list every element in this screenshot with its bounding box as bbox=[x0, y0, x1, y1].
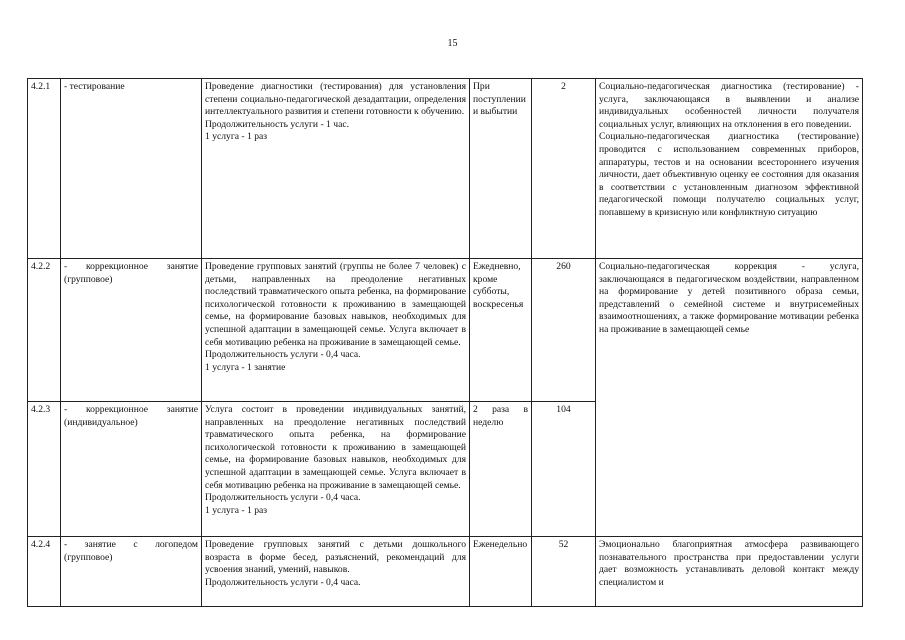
volume: 260 bbox=[532, 259, 596, 402]
description-text: Проведение групповых занятий (группы не более 7 человек) с детьми, направленных на преодоление негативных последствий травматического опыта ребенка, на формирование психологической готовности к проживанию в замещающей семье, на формирование базовых навыков, необходимых для успешной адаптации в замещающей семье. Услуга включает в себя мотивацию ребенка на проживание в замещающей семье. bbox=[205, 261, 466, 348]
row-number: 4.2.3 bbox=[28, 402, 61, 537]
page-number: 15 bbox=[447, 38, 458, 49]
frequency: Ежедневно, кроме субботы, воскресенья bbox=[470, 259, 532, 402]
duration-text: Продолжительность услуги - 0,4 часа. bbox=[205, 349, 361, 361]
frequency: Еженедельно bbox=[470, 537, 532, 607]
service-description bbox=[202, 259, 470, 402]
row-number: 4.2.4 bbox=[28, 537, 61, 607]
service-definition: Эмоционально благоприятная атмосфера развивающего познавательного пространства при предоставлении услуги дает возможность устанавливать деловой контакт между специалистом и bbox=[596, 537, 863, 607]
duration-text: Продолжительность услуги - 0,4 часа. bbox=[205, 576, 361, 588]
frequency: При поступлении и выбытии bbox=[470, 79, 532, 259]
service-name: - коррекционное занятие (групповое) bbox=[61, 259, 202, 402]
definition-paragraph: Социально-педагогическая диагностика (тестирование) - услуга, заключающаяся в выявлении и анализе индивидуальных особенностей личности получателя социальных услуг, влияющих на отклонения в его поведении. bbox=[599, 81, 859, 130]
service-description bbox=[202, 537, 470, 607]
service-definition bbox=[596, 79, 863, 259]
volume: 52 bbox=[532, 537, 596, 607]
table-row bbox=[28, 259, 863, 402]
frequency: 2 раза в неделю bbox=[470, 402, 532, 537]
service-definition: Социально-педагогическая коррекция - услуга, заключающаяся в педагогическом воздействии, направленном на формирование у детей позитивного образа семьи, представлений о семейной системе и внутрисемейных взаимоотношениях, а также формирование мотивации ребенка на проживание в замещающей семье bbox=[596, 259, 863, 537]
description-text: Проведение групповых занятий с детьми дошкольного возраста в форме бесед, разъяснений, рекомендаций для усвоения знаний, умений, навыков. bbox=[205, 539, 466, 576]
service-name: - тестирование bbox=[61, 79, 202, 259]
service-name: - занятие с логопедом (групповое) bbox=[61, 537, 202, 607]
description-text: Услуга состоит в проведении индивидуальных занятий, направленных на преодоление негативных последствий травматического опыта ребенка, на формирование психологической готовности к проживанию в замещающей семье, на формирование базовых навыков, необходимых для успешной адаптации в замещающей семье. Услуга включает в себя мотивацию ребенка на проживание в замещающей семье. bbox=[205, 404, 466, 491]
service-description bbox=[202, 402, 470, 537]
volume: 104 bbox=[532, 402, 596, 537]
count-text: 1 услуга - 1 раз bbox=[205, 131, 268, 143]
table-row bbox=[28, 79, 863, 259]
count-text: 1 услуга - 1 занятие bbox=[205, 361, 286, 373]
services-table bbox=[27, 78, 863, 607]
table-row bbox=[28, 537, 863, 607]
count-text: 1 услуга - 1 раз bbox=[205, 504, 268, 516]
row-number: 4.2.2 bbox=[28, 259, 61, 402]
duration-text: Продолжительность услуги - 1 час. bbox=[205, 118, 349, 130]
duration-text: Продолжительность услуги - 0,4 часа. bbox=[205, 492, 361, 504]
definition-paragraph: Социально-педагогическая диагностика (тестирование) проводится с использованием современных приборов, аппаратуры, тестов и на основании всестороннего изучения личности, дает объективную оценку ее состояния для оказания в соответствии с установленным диагнозом эффективной педагогической помощи получателю социальных услуг, попавшему в кризисную или конфликтную ситуацию bbox=[599, 131, 859, 218]
service-name: - коррекционное занятие (индивидуальное) bbox=[61, 402, 202, 537]
row-number: 4.2.1 bbox=[28, 79, 61, 259]
description-text: Проведение диагностики (тестирования) для установления степени социально-педагогической дезадаптации, определения интеллектуального развития и степени готовности к обучению. bbox=[205, 81, 466, 118]
volume: 2 bbox=[532, 79, 596, 259]
service-description bbox=[202, 79, 470, 259]
